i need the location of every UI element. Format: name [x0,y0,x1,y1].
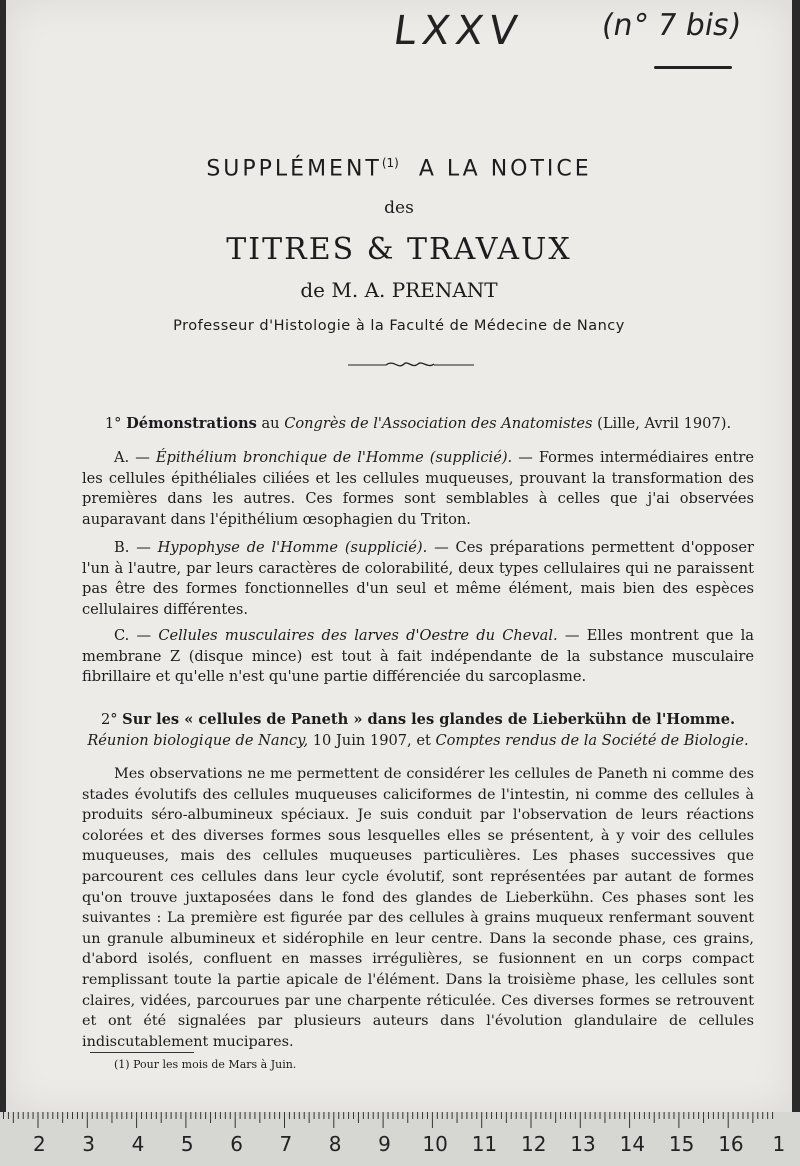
ruler-label: 11 [471,1132,498,1156]
main-paragraph: Mes observations ne me permettent de considérer les cellules de Paneth ni comme des stades évolutifs des cellules muqueuses caliciformes de l'intestin, ni comme des cellules à produits séro-albumineux spéciaux. Je suis conduit par l'observation de leurs réactions colorées et des diverses formes sous lesquelles elles se présentent, à y voir des cellules muqueuses, mais des cellules muqueuses particulières. Les phases successives que parcourent ces cellules dans leur cycle évolutif, sont représentées par autant de formes qu'on trouve juxtaposées dans le fond des glandes de Lieberkühn. Ces phases sont les suivantes : La première est figurée par des cellules à grains muqueux renfermant souvent un granule albumineux et sidérophile en leur centre. Dans la seconde phase, ces grains, d'abord isolés, confluent en masses irrégulières, se fusionnent en un corps compact remplissant toute la partie apicale de l'élément. Dans la troisième phase, les cellules sont claires, vidées, parcourues par une charpente réticulée. Ces diverses formes se retrouvent et ont été signalées par plusieurs auteurs dans l'évolution glandulaire de cellules indiscutablement mucipares. [82,766,754,1050]
ruler-label: 4 [131,1132,145,1156]
section-2-heading: 2° Sur les « cellules de Paneth » dans les glandes de Lieberkühn de l'Homme. Réunion biologique de Nancy, 10 Juin 1907, et Comptes rendus de la Société de Biologie. [87,711,749,749]
ruler-label: 10 [422,1132,448,1156]
ruler-label: 12 [521,1132,547,1156]
ruler-label: 3 [82,1132,96,1156]
measuring-ruler [0,1112,800,1166]
footnote-ref: (1) [381,156,399,170]
ruler-label: 13 [570,1132,596,1156]
ruler-label: 8 [328,1132,342,1156]
ruler-label: 1 [772,1132,786,1156]
title-des: des [384,198,414,218]
ornament-divider [346,356,476,372]
author-line: de M. A. PRENANT [300,278,498,302]
handwritten-underline [654,66,732,69]
ruler-label: 9 [378,1132,391,1156]
ruler-label: 14 [619,1132,646,1156]
footnote: (1) Pour les mois de Mars à Juin. [114,1058,297,1071]
ruler-ticks [0,1112,800,1134]
paragraph-c: C. — Cellules musculaires des larves d'Oestre du Cheval. — Elles montrent que la membrane Z (disque mince) est tout à fait indépendante de la substance musculaire fibrillaire et qu'elle n'est qu'une partie différenciée du sarcoplasme. [82,627,755,685]
title-main: TITRES & TRAVAUX [226,232,572,267]
ruler-label: 5 [180,1132,194,1156]
ruler-label: 7 [279,1132,293,1156]
handwritten-note: (n° 7 bis) [598,8,744,43]
author-position: Professeur d'Histologie à la Faculté de Médecine de Nancy [173,318,625,334]
document-page [6,0,792,1112]
paragraph-a: A. — Épithélium bronchique de l'Homme (supplicié). — Formes intermédiaires entre les cellules épithéliales ciliées et les cellules muqueuses, prouvant la transformation des premières dans les autres. Ces formes sont semblables à celles que j'ai observées auparavant dans l'épithélium œsophagien du Triton. [82,449,754,528]
footnote-rule [90,1052,194,1053]
ruler-label: 2 [33,1132,46,1156]
ruler-label: 15 [668,1132,695,1156]
ruler-label: 16 [718,1132,744,1156]
paragraph-b: B. — Hypophyse de l'Homme (supplicié). — Ces préparations permettent d'opposer l'un à l'autre, par leurs caractères de colorabilité, deux types cellulaires qui ne paraissent pas être des formes fonctionnelles d'un seul et même élément, mais bien des espèces cellulaires différentes. [82,539,754,618]
handwritten-number: LXXV [390,8,526,54]
ruler-label: 6 [230,1132,243,1156]
title-supplement: SUPPLÉMENT$^{(1)}$ A LA NOTICE [206,156,592,182]
section-1-heading: 1° Démonstrations au Congrès de l'Association des Anatomistes (Lille, Avril 1907). [104,415,732,432]
